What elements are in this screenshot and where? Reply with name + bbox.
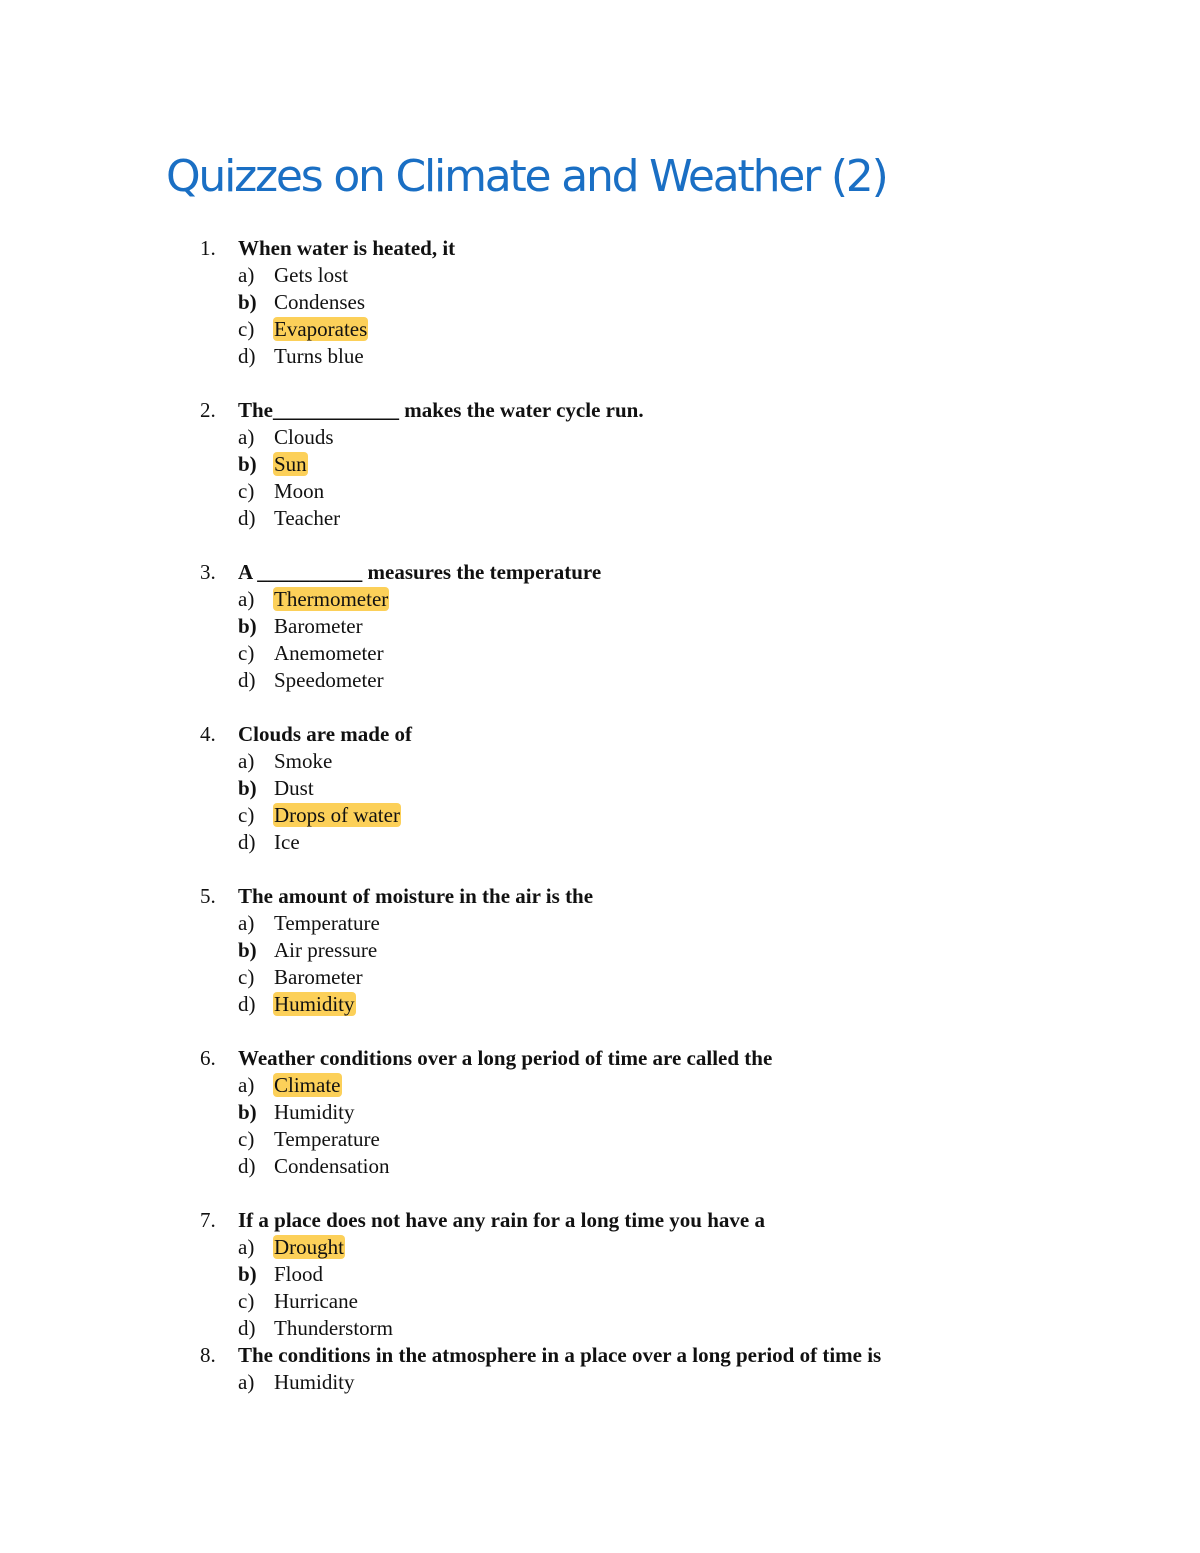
question-line — [0, 1207, 1200, 1234]
option-letter: b) — [238, 938, 257, 962]
question-text: Weather conditions over a long period of time are called the — [238, 1046, 773, 1070]
question-text: A __________ measures the temperature — [238, 560, 602, 584]
option-letter: a) — [238, 749, 255, 773]
question-line — [0, 235, 1200, 262]
option-letter: c) — [238, 965, 255, 989]
option-text: Condenses — [274, 290, 365, 314]
answer-option — [0, 586, 1200, 613]
answer-option — [0, 1315, 1200, 1342]
answer-option — [0, 748, 1200, 775]
answer-option — [0, 1261, 1200, 1288]
question-line — [0, 1342, 1200, 1369]
option-text: Gets lost — [274, 263, 349, 287]
option-text: Clouds — [274, 425, 334, 449]
document-title: Quizzes on Climate and Weather (2) — [166, 151, 887, 202]
option-letter: b) — [238, 290, 257, 314]
option-text: Moon — [274, 479, 325, 503]
answer-option — [0, 613, 1200, 640]
highlighted-answer: Drops of water — [274, 803, 400, 827]
option-letter: a) — [238, 1235, 255, 1259]
answer-option — [0, 505, 1200, 532]
option-text: Temperature — [274, 911, 380, 935]
question-item — [0, 883, 1200, 1018]
question-line — [0, 1045, 1200, 1072]
highlighted-answer: Evaporates — [274, 317, 368, 341]
question-line — [0, 883, 1200, 910]
answer-option — [0, 262, 1200, 289]
question-list — [0, 235, 1200, 1396]
answer-option — [0, 451, 1200, 478]
question-number: 7. — [200, 1208, 216, 1232]
option-letter: a) — [238, 1370, 255, 1394]
question-item — [0, 1207, 1200, 1342]
option-letter: c) — [238, 317, 255, 341]
question-text: Clouds are made of — [238, 722, 413, 746]
option-text: Humidity — [274, 1100, 355, 1124]
option-letter: d) — [238, 1154, 256, 1178]
question-item — [0, 1342, 1200, 1396]
option-text: Air pressure — [274, 938, 378, 962]
question-number: 2. — [200, 398, 216, 422]
question-item — [0, 235, 1200, 370]
option-text: Anemometer — [274, 641, 384, 665]
answer-option — [0, 289, 1200, 316]
highlighted-answer: Drought — [274, 1235, 344, 1259]
option-letter: c) — [238, 479, 255, 503]
answer-option — [0, 1153, 1200, 1180]
option-text: Condensation — [274, 1154, 390, 1178]
answer-option — [0, 1234, 1200, 1261]
highlighted-answer: Sun — [274, 452, 307, 476]
option-letter: d) — [238, 506, 256, 530]
option-letter: a) — [238, 263, 255, 287]
question-number: 5. — [200, 884, 216, 908]
option-letter: c) — [238, 1127, 255, 1151]
option-text: Barometer — [274, 614, 363, 638]
question-text: If a place does not have any rain for a long time you have a — [238, 1208, 765, 1232]
option-letter: b) — [238, 1100, 257, 1124]
option-text: Temperature — [274, 1127, 380, 1151]
highlighted-answer: Climate — [274, 1073, 341, 1097]
question-number: 3. — [200, 560, 216, 584]
option-text: Turns blue — [274, 344, 364, 368]
answer-option — [0, 991, 1200, 1018]
option-text: Humidity — [274, 1370, 355, 1394]
option-text: Speedometer — [274, 668, 384, 692]
option-letter: b) — [238, 614, 257, 638]
question-text: The amount of moisture in the air is the — [238, 884, 594, 908]
answer-option — [0, 775, 1200, 802]
question-text: The____________ makes the water cycle run. — [238, 398, 644, 422]
option-text: Hurricane — [274, 1289, 358, 1313]
answer-option — [0, 1099, 1200, 1126]
answer-option — [0, 343, 1200, 370]
option-letter: a) — [238, 911, 255, 935]
highlighted-answer: Humidity — [274, 992, 355, 1016]
answer-option — [0, 910, 1200, 937]
option-letter: c) — [238, 1289, 255, 1313]
answer-option — [0, 478, 1200, 505]
question-number: 8. — [200, 1343, 216, 1367]
answer-option — [0, 964, 1200, 991]
option-letter: d) — [238, 344, 256, 368]
question-number: 4. — [200, 722, 216, 746]
option-letter: a) — [238, 587, 255, 611]
answer-option — [0, 640, 1200, 667]
option-letter: d) — [238, 668, 256, 692]
option-letter: d) — [238, 830, 256, 854]
option-text: Smoke — [274, 749, 333, 773]
answer-option — [0, 1288, 1200, 1315]
answer-option — [0, 1072, 1200, 1099]
option-text: Dust — [274, 776, 314, 800]
option-text: Ice — [274, 830, 300, 854]
question-line — [0, 397, 1200, 424]
answer-option — [0, 667, 1200, 694]
question-line — [0, 721, 1200, 748]
answer-option — [0, 424, 1200, 451]
option-text: Teacher — [274, 506, 341, 530]
answer-option — [0, 937, 1200, 964]
option-text: Flood — [274, 1262, 324, 1286]
option-letter: a) — [238, 425, 255, 449]
question-item — [0, 397, 1200, 532]
answer-option — [0, 316, 1200, 343]
option-letter: d) — [238, 1316, 256, 1340]
option-letter: b) — [238, 452, 257, 476]
option-text: Barometer — [274, 965, 363, 989]
option-letter: b) — [238, 1262, 257, 1286]
question-item — [0, 1045, 1200, 1180]
answer-option — [0, 829, 1200, 856]
question-text: When water is heated, it — [238, 236, 456, 260]
option-letter: c) — [238, 803, 255, 827]
question-number: 1. — [200, 236, 216, 260]
option-text: Thunderstorm — [274, 1316, 393, 1340]
answer-option — [0, 802, 1200, 829]
answer-option — [0, 1126, 1200, 1153]
option-letter: d) — [238, 992, 256, 1016]
question-item — [0, 721, 1200, 856]
highlighted-answer: Thermometer — [274, 587, 389, 611]
option-letter: c) — [238, 641, 255, 665]
option-letter: b) — [238, 776, 257, 800]
question-number: 6. — [200, 1046, 216, 1070]
answer-option — [0, 1369, 1200, 1396]
question-item — [0, 559, 1200, 694]
option-letter: a) — [238, 1073, 255, 1097]
question-line — [0, 559, 1200, 586]
question-text: The conditions in the atmosphere in a place over a long period of time is — [238, 1343, 882, 1367]
